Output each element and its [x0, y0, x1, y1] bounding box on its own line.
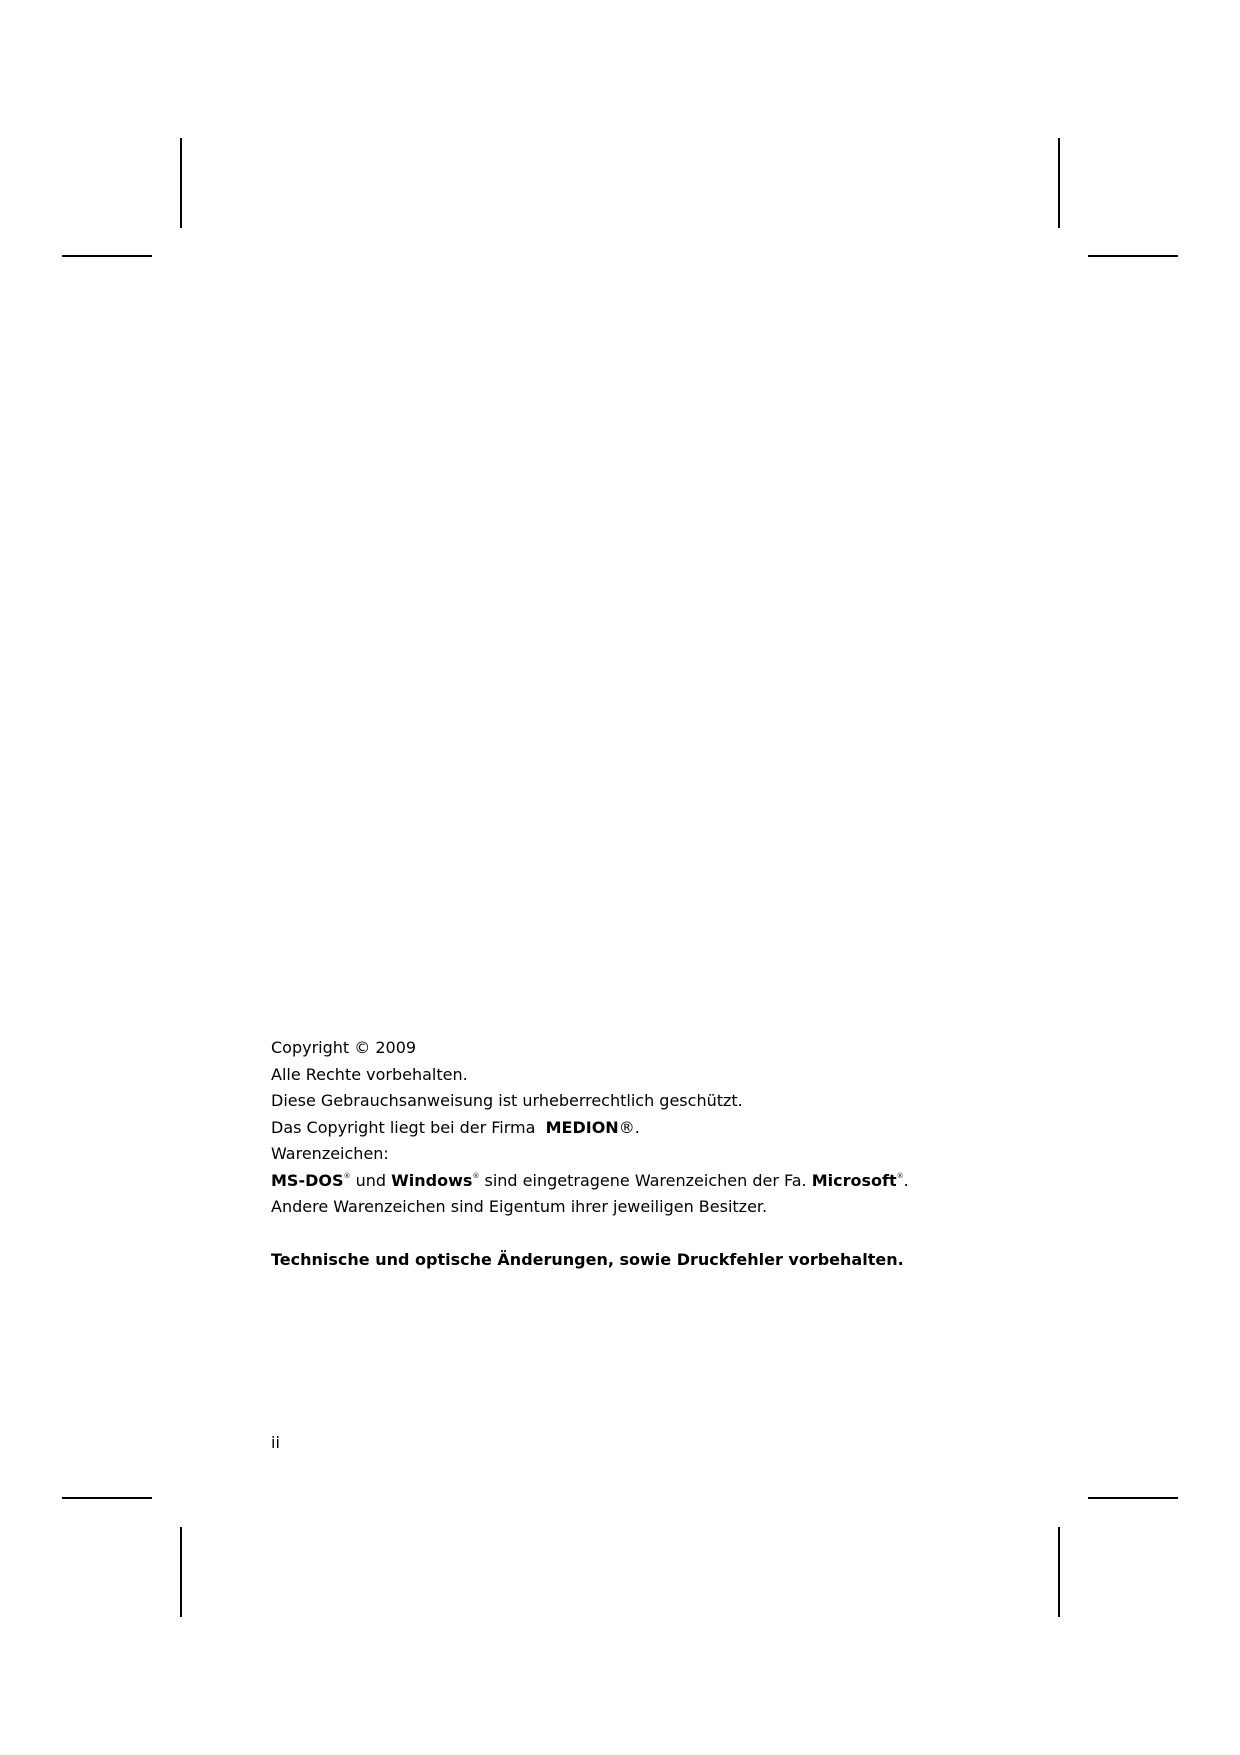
crop-mark-top-left-horizontal	[62, 255, 152, 257]
msdos-mark: MS-DOS	[271, 1170, 344, 1190]
other-trademarks-line: Andere Warenzeichen sind Eigentum ihrer jeweiligen Besitzer.	[271, 1197, 768, 1216]
crop-mark-bottom-left-vertical	[180, 1527, 182, 1617]
windows-reg: ®	[472, 1171, 480, 1180]
windows-mark: Windows	[391, 1170, 473, 1190]
crop-mark-top-right-horizontal	[1088, 255, 1178, 257]
owner-line	[271, 1115, 1031, 1142]
page-number: ii	[271, 1433, 280, 1452]
trademarks-text: sind eingetragene Warenzeichen der Fa.	[484, 1170, 807, 1190]
crop-mark-bottom-left-horizontal	[62, 1497, 152, 1499]
crop-mark-bottom-right-vertical	[1058, 1527, 1060, 1617]
changes-notice: Technische und optische Änderungen, sowie Druckfehler vorbehalten.	[271, 1249, 904, 1269]
protection-line: Diese Gebrauchsanweisung ist urheberrechtlich geschützt.	[271, 1091, 743, 1110]
crop-mark-bottom-right-horizontal	[1088, 1497, 1178, 1499]
copyright-line: Copyright © 2009	[271, 1038, 417, 1057]
msdos-reg: ®	[343, 1171, 351, 1180]
trademarks-end: .	[903, 1170, 909, 1190]
copyright-block	[271, 1035, 1031, 1273]
microsoft-reg: ®	[896, 1171, 904, 1180]
trademarks-und: und	[355, 1170, 387, 1190]
owner-suffix: ®.	[618, 1117, 640, 1137]
spacer	[271, 1221, 1031, 1247]
crop-mark-top-left-vertical	[180, 138, 182, 228]
rights-line: Alle Rechte vorbehalten.	[271, 1064, 468, 1084]
owner-prefix: Das Copyright liegt bei der Firma	[271, 1117, 536, 1137]
crop-mark-top-right-vertical	[1058, 138, 1060, 228]
microsoft-mark: Microsoft	[811, 1170, 897, 1190]
trademarks-heading: Warenzeichen:	[271, 1144, 389, 1163]
medion-brand: MEDION	[545, 1117, 619, 1137]
trademarks-line	[271, 1168, 1031, 1195]
